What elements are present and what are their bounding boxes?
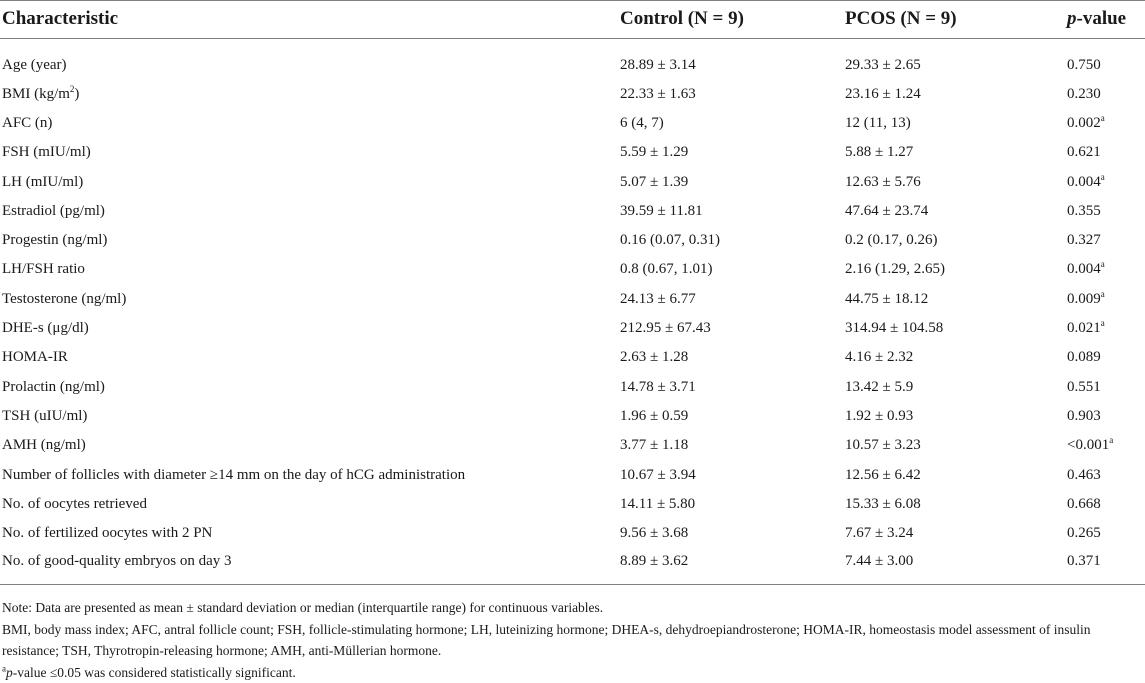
cell-characteristic (0, 314, 620, 343)
cell-control: 1.96 ± 0.59 (620, 407, 689, 424)
pvalue-number: 0.230 (1067, 85, 1101, 102)
cell-pcos: 23.16 ± 1.24 (845, 85, 921, 102)
cell-control: 212.95 ± 67.43 (620, 320, 711, 337)
header-pvalue (1067, 1, 1145, 39)
cell-pcos: 2.16 (1.29, 2.65) (845, 261, 945, 278)
characteristic-label: Number of follicles with diameter ≥14 mm on the day of hCG administration (2, 466, 466, 483)
cell-characteristic (0, 372, 620, 401)
cell-characteristic (0, 343, 620, 372)
table-row (0, 80, 1145, 109)
pvalue-number: 0.021 (1067, 320, 1101, 337)
cell-control: 6 (4, 7) (620, 114, 664, 131)
characteristic-label: LH/FSH ratio (2, 261, 85, 278)
cell-control: 5.07 ± 1.39 (620, 173, 689, 190)
cell-characteristic (0, 460, 620, 489)
cell-characteristic (0, 226, 620, 255)
table-row (0, 197, 1145, 226)
cell-pcos: 0.2 (0.17, 0.26) (845, 232, 938, 249)
header-control: Control (N = 9) (620, 1, 845, 39)
table-row (0, 285, 1145, 314)
characteristic-label: AFC (n) (2, 114, 53, 131)
note-abbreviations: BMI, body mass index; AFC, antral follicle count; FSH, follicle-stimulating hormone; LH, luteinizing hormone; DHEA-s, dehydroepiandrosterone; HOMA-IR, homeostasis model assessment of insulin resistance; TSH, Thyrotropin-releasing hormone; AMH, anti-Müllerian hormone. (2, 621, 1091, 658)
cell-pvalue (1067, 138, 1145, 167)
cell-pvalue (1067, 431, 1145, 460)
pvalue-number: 0.903 (1067, 407, 1101, 424)
cell-pvalue (1067, 226, 1145, 255)
cell-control: 10.67 ± 3.94 (620, 466, 696, 483)
cell-pvalue (1067, 490, 1145, 519)
characteristic-label: Progestin (ng/ml) (2, 232, 108, 249)
cell-pcos: 5.88 ± 1.27 (845, 144, 914, 161)
cell-pcos: 12.63 ± 5.76 (845, 173, 921, 190)
header-pvalue-p: p (1067, 7, 1077, 29)
table-row (0, 519, 1145, 548)
cell-pvalue (1067, 548, 1145, 584)
note-significance-text: -value ≤0.05 was considered statistically significant. (12, 664, 296, 680)
characteristic-label: LH (mIU/ml) (2, 173, 84, 190)
pvalue-number: 0.265 (1067, 525, 1101, 542)
table-row (0, 402, 1145, 431)
pvalue-number: 0.355 (1067, 202, 1101, 219)
pvalue-number: 0.004 (1067, 173, 1101, 190)
pvalue-number: 0.750 (1067, 56, 1101, 73)
table-row (0, 431, 1145, 460)
cell-pcos: 13.42 ± 5.9 (845, 378, 914, 395)
cell-pvalue (1067, 197, 1145, 226)
significance-marker: a (1100, 318, 1105, 329)
cell-pvalue (1067, 255, 1145, 284)
characteristic-superscript: 2 (69, 83, 75, 94)
header-row (0, 1, 1145, 39)
cell-control: 8.89 ± 3.62 (620, 548, 845, 584)
cell-characteristic (0, 80, 620, 109)
pvalue-number: 0.009 (1067, 290, 1101, 307)
cell-pvalue (1067, 109, 1145, 138)
cell-pvalue (1067, 372, 1145, 401)
cell-pcos: 7.44 ± 3.00 (845, 548, 1067, 584)
cell-pvalue (1067, 343, 1145, 372)
pvalue-number: 0.089 (1067, 349, 1101, 366)
table-row (0, 314, 1145, 343)
characteristic-label: TSH (uIU/ml) (2, 407, 88, 424)
header-pvalue-rest: -value (1076, 7, 1127, 29)
significance-marker: a (1100, 288, 1105, 299)
cell-pcos: 1.92 ± 0.93 (845, 407, 914, 424)
table-row (0, 39, 1145, 80)
table-row (0, 109, 1145, 138)
cell-control: 39.59 ± 11.81 (620, 202, 703, 219)
cell-characteristic (0, 39, 620, 80)
cell-pvalue (1067, 314, 1145, 343)
cell-characteristic (0, 138, 620, 167)
table-row (0, 343, 1145, 372)
cell-pvalue (1067, 39, 1145, 80)
cell-characteristic (0, 519, 620, 548)
note-significance (2, 662, 1142, 683)
pvalue-number: 0.371 (1067, 552, 1101, 569)
table-row (0, 167, 1145, 196)
cell-pvalue (1067, 519, 1145, 548)
table-row (0, 460, 1145, 489)
note-significance-p: p (6, 664, 13, 680)
table-row (0, 548, 1145, 584)
cell-pcos: 44.75 ± 18.12 (845, 290, 929, 307)
cell-characteristic (0, 255, 620, 284)
cell-control: 14.11 ± 5.80 (620, 495, 696, 512)
characteristic-label: AMH (ng/ml) (2, 437, 86, 454)
table-row (0, 138, 1145, 167)
note-data-presentation: Note: Data are presented as mean ± standard deviation or median (interquartile range) for continuous variables. (2, 600, 604, 615)
cell-control: 5.59 ± 1.29 (620, 144, 689, 161)
cell-characteristic (0, 109, 620, 138)
characteristic-label: Age (year) (2, 56, 67, 73)
cell-characteristic (0, 167, 620, 196)
characteristic-label: BMI (kg/m (2, 85, 70, 102)
cell-control: 9.56 ± 3.68 (620, 525, 689, 542)
pvalue-number: <0.001 (1067, 437, 1110, 454)
characteristic-label: Testosterone (ng/ml) (2, 290, 127, 307)
table-row (0, 255, 1145, 284)
cell-pvalue (1067, 167, 1145, 196)
note-significance-sup: a (2, 663, 6, 673)
cell-control: 0.8 (0.67, 1.01) (620, 261, 713, 278)
cell-pcos: 29.33 ± 2.65 (845, 56, 921, 73)
table-row (0, 226, 1145, 255)
significance-marker: a (1100, 171, 1105, 182)
cell-pvalue (1067, 460, 1145, 489)
table-header (0, 1, 1145, 39)
cell-pcos: 47.64 ± 23.74 (845, 202, 929, 219)
characteristic-label: HOMA-IR (2, 349, 68, 366)
cell-control: 24.13 ± 6.77 (620, 290, 696, 307)
pvalue-number: 0.668 (1067, 495, 1101, 512)
cell-control: 2.63 ± 1.28 (620, 349, 689, 366)
cell-characteristic (0, 197, 620, 226)
cell-control: 22.33 ± 1.63 (620, 85, 696, 102)
table-notes (2, 597, 1142, 683)
cell-pcos: 4.16 ± 2.32 (845, 349, 914, 366)
cell-pcos: 314.94 ± 104.58 (845, 320, 944, 337)
header-characteristic: Characteristic (0, 1, 620, 39)
cell-characteristic (0, 548, 620, 584)
header-pcos: PCOS (N = 9) (845, 1, 1067, 39)
characteristic-label: No. of good-quality embryos on day 3 (2, 552, 232, 569)
cell-pcos: 15.33 ± 6.08 (845, 495, 921, 512)
characteristic-label-tail: ) (74, 85, 80, 102)
pvalue-number: 0.621 (1067, 144, 1101, 161)
cell-pvalue (1067, 285, 1145, 314)
table-row (0, 372, 1145, 401)
characteristic-label: FSH (mIU/ml) (2, 144, 91, 161)
table-body (0, 39, 1145, 585)
characteristic-label: Estradiol (pg/ml) (2, 202, 105, 219)
characteristic-label: No. of oocytes retrieved (2, 495, 147, 512)
cell-pvalue (1067, 402, 1145, 431)
cell-control: 3.77 ± 1.18 (620, 437, 689, 454)
cell-pcos: 12.56 ± 6.42 (845, 466, 921, 483)
cell-pcos: 10.57 ± 3.23 (845, 437, 921, 454)
pvalue-number: 0.004 (1067, 261, 1101, 278)
cell-characteristic (0, 490, 620, 519)
table-row (0, 490, 1145, 519)
significance-marker: a (1109, 435, 1114, 446)
significance-marker: a (1100, 259, 1105, 270)
cell-pvalue (1067, 80, 1145, 109)
pvalue-number: 0.327 (1067, 232, 1101, 249)
pvalue-number: 0.551 (1067, 378, 1101, 395)
cell-characteristic (0, 285, 620, 314)
cell-pcos: 12 (11, 13) (845, 114, 911, 131)
pvalue-number: 0.463 (1067, 466, 1101, 483)
cell-characteristic (0, 402, 620, 431)
cell-pcos: 7.67 ± 3.24 (845, 525, 914, 542)
characteristic-label: Prolactin (ng/ml) (2, 378, 105, 395)
cell-control: 28.89 ± 3.14 (620, 56, 696, 73)
significance-marker: a (1100, 112, 1105, 123)
cell-control: 0.16 (0.07, 0.31) (620, 232, 720, 249)
cell-characteristic (0, 431, 620, 460)
pvalue-number: 0.002 (1067, 114, 1101, 131)
characteristic-label: DHE-s (μg/dl) (2, 320, 89, 337)
cell-control: 14.78 ± 3.71 (620, 378, 696, 395)
characteristic-label: No. of fertilized oocytes with 2 PN (2, 525, 213, 542)
